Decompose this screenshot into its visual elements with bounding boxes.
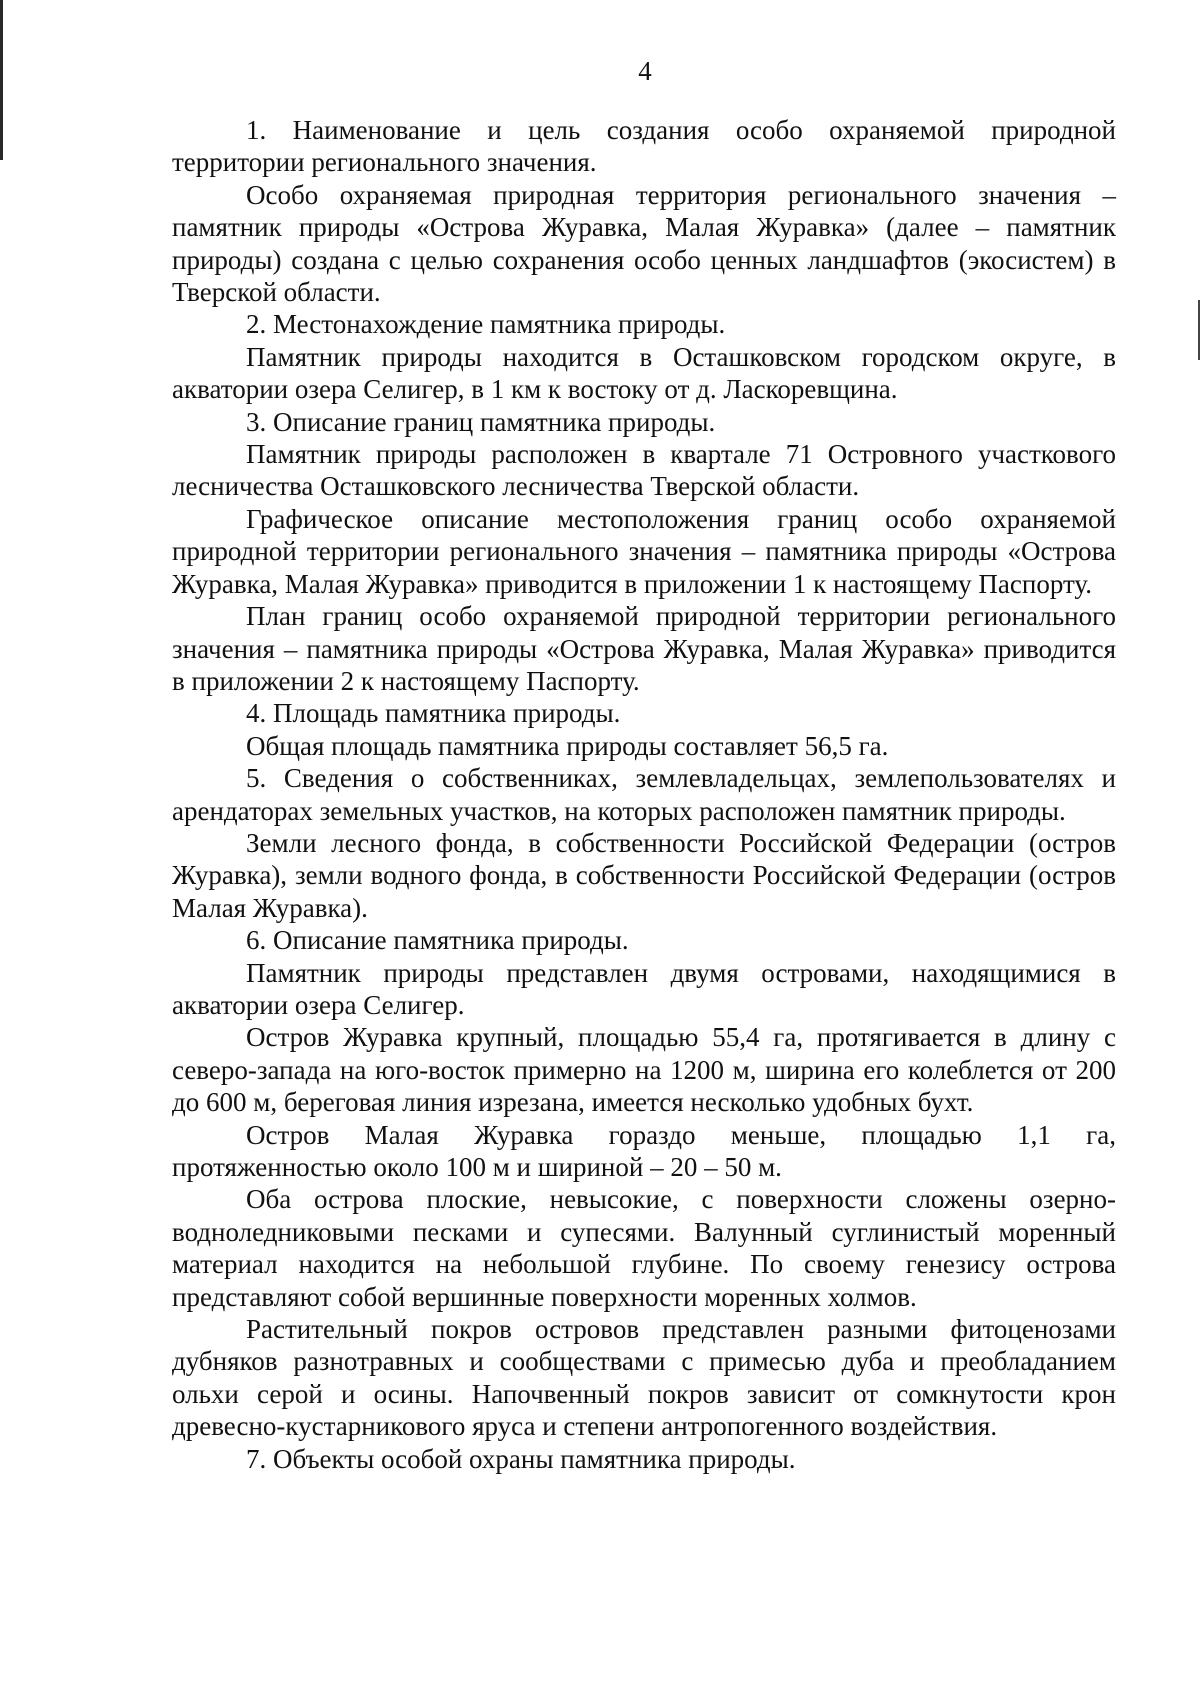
document-body — [172, 114, 1116, 1475]
heading-2-location: 2. Местонахождение памятника природы. — [246, 309, 726, 340]
paragraph-owners: Земли лесного фонда, в собственности Российской Федерации (остров Журавка), земли водного фонда, в собственности Российской Федерации (остров Малая Журавка). — [172, 827, 1116, 923]
heading-3-boundaries: 3. Описание границ памятника природы. — [246, 406, 716, 437]
paragraph-area: Общая площадь памятника природы составляет 56,5 га. — [246, 730, 889, 761]
heading-1-name-purpose: 1. Наименование и цель создания особо охраняемой природной территории регионального значения. — [172, 115, 1116, 178]
paragraph-malaya-zhuravka-island: Остров Малая Журавка гораздо меньше, площадью 1,1 га, протяженностью около 100 м и шириной – 20 – 50 м. — [172, 1119, 1116, 1182]
paragraph-zhuravka-island: Остров Журавка крупный, площадью 55,4 га, протягивается в длину с северо-запада на юго-восток примерно на 1200 м, ширина его колеблется от 200 до 600 м, береговая линия изрезана, имеется несколько удобных бухт. — [172, 1022, 1116, 1118]
paragraph-boundaries-quarter: Памятник природы расположен в квартале 71 Островного участкового лесничества Осташковского лесничества Тверской области. — [172, 439, 1116, 502]
heading-7-protected-objects: 7. Объекты особой охраны памятника природы. — [246, 1443, 796, 1474]
paragraph-description-islands: Памятник природы представлен двумя островами, находящимися в акватории озера Селигер. — [172, 957, 1116, 1020]
page-number: 4 — [638, 56, 652, 86]
heading-6-description: 6. Описание памятника природы. — [246, 925, 629, 956]
paragraph-vegetation: Растительный покров островов представлен разными фитоценозами дубняков разнотравных и сообществами с примесью дуба и преобладанием ольхи серой и осины. Напочвенный покров зависит от сомкнутости крон древесно-кустарникового яруса и степени антропогенного воздействия. — [172, 1314, 1116, 1442]
heading-4-area: 4. Площадь памятника природы. — [246, 698, 621, 729]
paragraph-location: Памятник природы находится в Осташковском городском округе, в акватории озера Селигер, в 1 км к востоку от д. Ласкоревщина. — [172, 341, 1116, 405]
heading-5-owners: 5. Сведения о собственниках, землевладельцах, землепользователях и арендаторах земельных участков, на которых расположен памятник природы. — [172, 763, 1116, 826]
paragraph-boundaries-plan: План границ особо охраняемой природной территории регионального значения – памятника природы «Острова Журавка, Малая Журавка» приводится в приложении 2 к настоящему Паспорту. — [172, 601, 1116, 696]
paragraph-boundaries-graphic: Графическое описание местоположения границ особо охраняемой природной территории регионального значения – памятника природы «Острова Журавка, Малая Журавка» приводится в приложении 1 к настоящему Паспорту. — [172, 503, 1116, 599]
paragraph-purpose: Особо охраняемая природная территория регионального значения – памятник природы «Острова Журавка, Малая Журавка» (далее – памятник природы) создана с целью сохранения особо ценных ландшафтов (экосистем) в Тверской области. — [172, 179, 1116, 308]
paragraph-geology: Оба острова плоские, невысокие, с поверхности сложены озерно-водноледниковыми песками и супесями. Валунный суглинистый моренный материал находится на небольшой глубине. По своему генезису острова представляют собой вершинные поверхности моренных холмов. — [172, 1184, 1116, 1312]
